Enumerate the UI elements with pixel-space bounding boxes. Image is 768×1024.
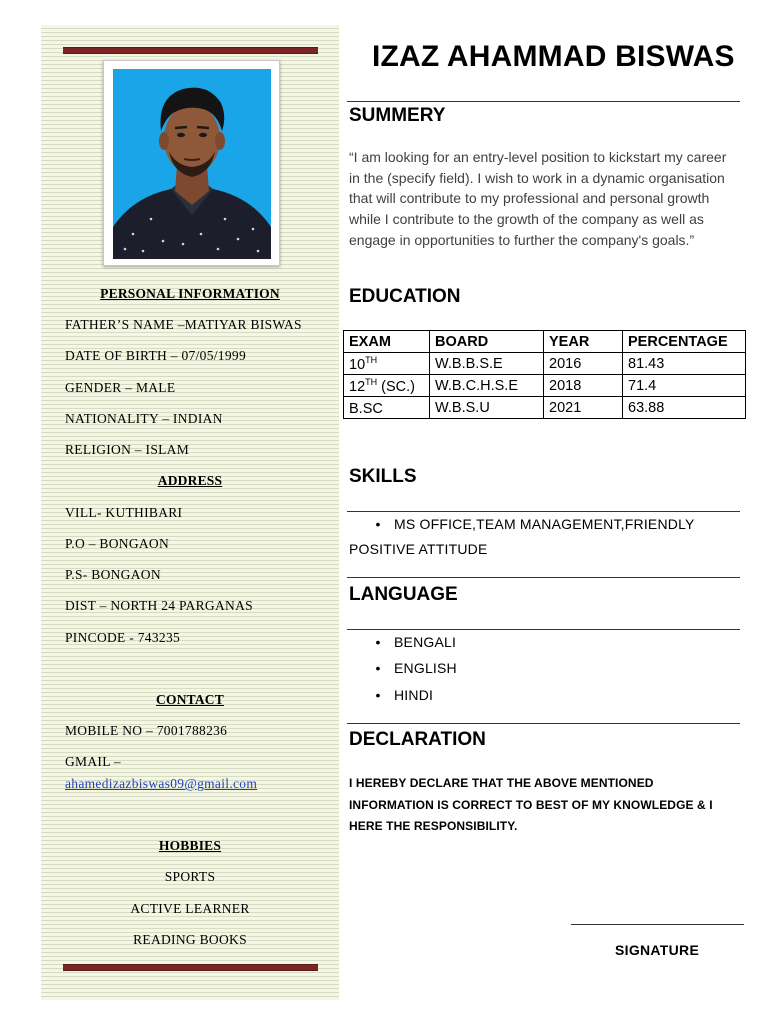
- board-cell: W.B.C.H.S.E: [430, 375, 544, 397]
- signature-line: [571, 924, 744, 925]
- language-item: [349, 687, 433, 703]
- language-item: [349, 634, 456, 650]
- nationality: NATIONALITY – INDIAN: [65, 411, 223, 426]
- address-district: DIST – NORTH 24 PARGANAS: [65, 598, 253, 613]
- summary-text: “I am looking for an entry-level position to kickstart my career in the (specify field). I wish to work in a dynamic organisation that will contribute to my professional and personal growth while I contribute to the growth of the company as well as engage in opportunities to further the company's goals.”: [349, 149, 727, 248]
- email-link[interactable]: ahamedizazbiswas09@gmail.com: [65, 776, 258, 791]
- table-row: [344, 375, 746, 397]
- hobbies-heading: HOBBIES: [158, 838, 222, 853]
- address-police-station: P.S- BONGAON: [65, 567, 161, 582]
- personal-information-heading: PERSONAL INFORMATION: [100, 286, 280, 301]
- contact-heading: CONTACT: [156, 692, 224, 707]
- father-name: FATHER’S NAME –MATIYAR BISWAS: [65, 317, 302, 332]
- divider: [347, 511, 740, 512]
- skills-item: [349, 516, 695, 532]
- bottom-accent-bar: [63, 964, 318, 971]
- percentage-cell: 63.88: [623, 397, 746, 419]
- sidebar: [41, 25, 339, 1000]
- bullet-icon: •: [375, 687, 381, 703]
- gender: GENDER – MALE: [65, 380, 176, 395]
- language-text: BENGALI: [394, 634, 457, 650]
- year-cell: 2021: [544, 397, 623, 419]
- divider: [347, 723, 740, 724]
- skills-text: MS OFFICE,TEAM MANAGEMENT,FRIENDLY: [394, 516, 695, 532]
- bullet-icon: •: [375, 634, 381, 650]
- gmail-label: GMAIL –: [65, 754, 121, 769]
- address-pincode: PINCODE - 743235: [65, 630, 181, 645]
- language-text: ENGLISH: [394, 660, 457, 676]
- table-row: [344, 397, 746, 419]
- bullet-icon: •: [375, 516, 381, 532]
- date-of-birth: DATE OF BIRTH – 07/05/1999: [65, 348, 246, 363]
- year-cell: 2016: [544, 353, 623, 375]
- top-accent-bar: [63, 47, 318, 54]
- declaration-heading: DECLARATION: [349, 729, 486, 750]
- table-row: [344, 353, 746, 375]
- table-header-row: [344, 331, 746, 353]
- column-header: BOARD: [430, 331, 544, 353]
- profile-photo: [113, 69, 271, 259]
- hobby-item: ACTIVE LEARNER: [130, 901, 250, 916]
- hobby-item: SPORTS: [164, 869, 216, 884]
- divider: [347, 101, 740, 102]
- language-heading: LANGUAGE: [349, 584, 458, 605]
- divider: [347, 577, 740, 578]
- profile-photo-frame: [103, 60, 280, 266]
- board-cell: W.B.B.S.E: [430, 353, 544, 375]
- percentage-cell: 81.43: [623, 353, 746, 375]
- board-cell: W.B.S.U: [430, 397, 544, 419]
- candidate-name: IZAZ AHAMMAD BISWAS: [372, 40, 735, 73]
- religion: RELIGION – ISLAM: [65, 442, 190, 457]
- exam-cell: 12TH (SC.): [344, 375, 430, 397]
- summary-heading: SUMMERY: [349, 105, 446, 126]
- signature-label: SIGNATURE: [615, 942, 700, 958]
- skills-heading: SKILLS: [349, 466, 417, 487]
- address-village: VILL- KUTHIBARI: [65, 505, 183, 520]
- address-heading: ADDRESS: [157, 473, 223, 488]
- skills-item-continued: POSITIVE ATTITUDE: [349, 541, 488, 557]
- year-cell: 2018: [544, 375, 623, 397]
- hobby-item: READING BOOKS: [133, 932, 247, 947]
- education-heading: EDUCATION: [349, 286, 461, 307]
- exam-cell: 10TH: [344, 353, 430, 375]
- address-post-office: P.O – BONGAON: [65, 536, 170, 551]
- language-text: HINDI: [394, 687, 434, 703]
- column-header: EXAM: [344, 331, 430, 353]
- declaration-text: I HEREBY DECLARE THAT THE ABOVE MENTIONED INFORMATION IS CORRECT TO BEST OF MY KNOWLEDGE & I HERE THE RESPONSIBILITY.: [349, 776, 713, 833]
- bullet-icon: •: [375, 660, 381, 676]
- divider: [347, 629, 740, 630]
- education-table: [343, 330, 746, 419]
- column-header: PERCENTAGE: [623, 331, 746, 353]
- percentage-cell: 71.4: [623, 375, 746, 397]
- language-item: [349, 660, 457, 676]
- exam-cell: B.SC: [344, 397, 430, 419]
- column-header: YEAR: [544, 331, 623, 353]
- gmail-address[interactable]: [65, 776, 257, 792]
- mobile-number: MOBILE NO – 7001788236: [65, 723, 228, 738]
